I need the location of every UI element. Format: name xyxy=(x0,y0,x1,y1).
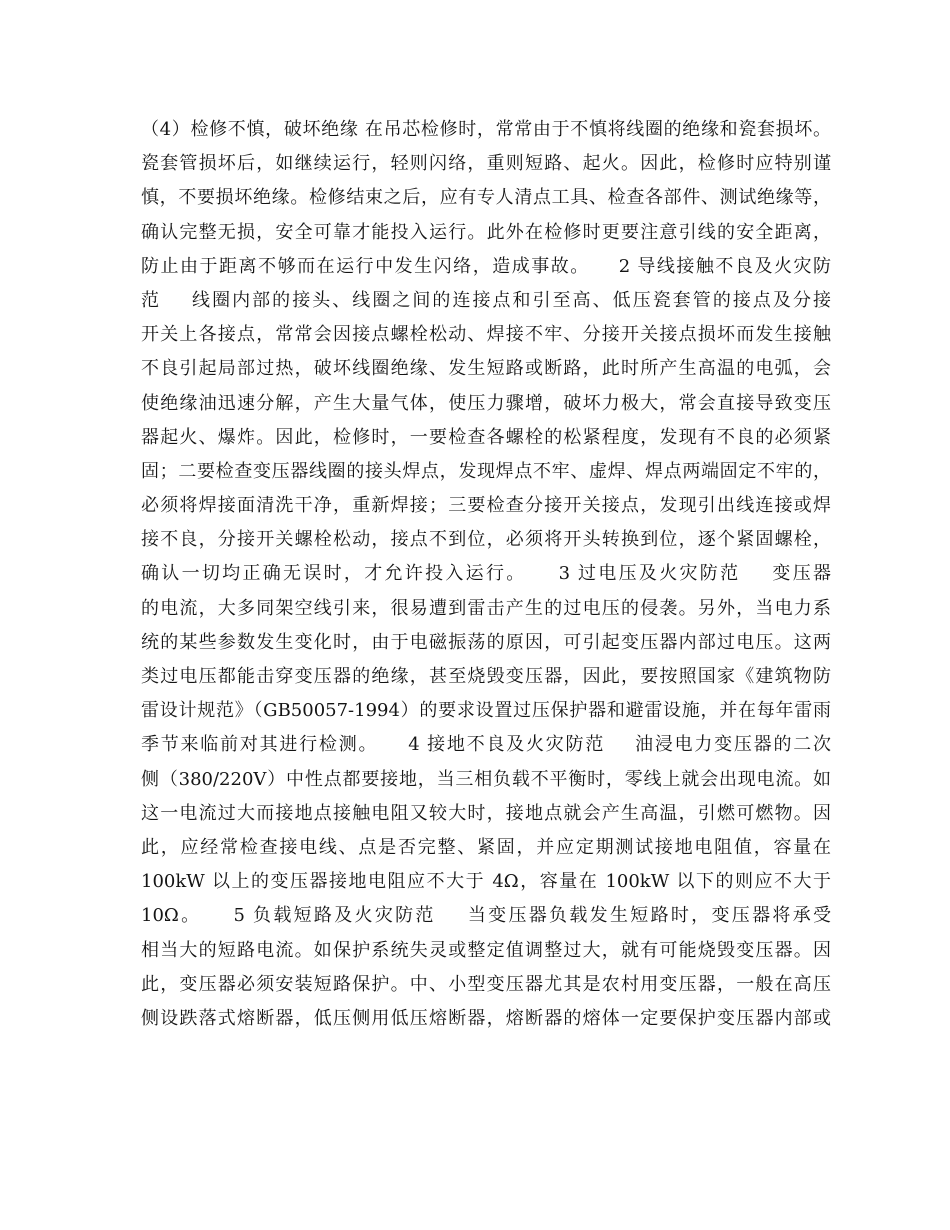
text-line: 相当大的短路电流。如保护系统失灵或整定值调整过大，就有可能烧毁变压器。因 xyxy=(141,939,831,961)
text-line: 季节来临前对其进行检测。 4 接地不良及火灾防范 油浸电力变压器的二次 xyxy=(141,734,831,756)
text-line: 范 线圈内部的接头、线圈之间的连接点和引至高、低压瓷套管的接点及分接 xyxy=(141,289,831,311)
text-line: 防止由于距离不够而在运行中发生闪络，造成事故。 2 导线接触不良及火灾防 xyxy=(141,255,831,277)
text-line: 慎，不要损坏绝缘。检修结束之后，应有专人清点工具、检查各部件、测试绝缘等， xyxy=(141,187,831,209)
text-line: （4）检修不慎，破坏绝缘 在吊芯检修时，常常由于不慎将线圈的绝缘和瓷套损坏。 xyxy=(141,119,831,140)
text-line: 雷设计规范》（GB50057-1994）的要求设置过压保护器和避雷设施，并在每年雷雨 xyxy=(141,700,831,722)
text-line: 固；二要检查变压器线圈的接头焊点，发现焊点不牢、虚焊、焊点两端固定不牢的， xyxy=(141,460,831,482)
text-line: 器起火、爆炸。因此，检修时，一要检查各螺栓的松紧程度，发现有不良的必须紧 xyxy=(141,426,831,448)
text-line: 瓷套管损坏后，如继续运行，轻则闪络，重则短路、起火。因此，检修时应特别谨 xyxy=(141,153,831,175)
text-line: 必须将焊接面清洗干净，重新焊接；三要检查分接开关接点，发现引出线连接或焊 xyxy=(141,495,831,517)
text-line: 10Ω。 5 负载短路及火灾防范 当变压器负载发生短路时，变压器将承受 xyxy=(141,905,831,927)
text-line: 接不良，分接开关螺栓松动，接点不到位，必须将开头转换到位，逐个紧固螺栓， xyxy=(141,529,831,551)
text-line: 侧（380/220V）中性点都要接地，当三相负载不平衡时，零线上就会出现电流。如 xyxy=(141,768,831,790)
text-line: 这一电流过大而接地点接触电阻又较大时，接地点就会产生高温，引燃可燃物。因 xyxy=(141,802,831,824)
text-line: 的电流，大多同架空线引来，很易遭到雷击产生的过电压的侵袭。另外，当电力系 xyxy=(141,597,831,619)
text-line: 使绝缘油迅速分解，产生大量气体，使压力骤增，破坏力极大，常会直接导致变压 xyxy=(141,392,831,414)
text-line: 统的某些参数发生变化时，由于电磁振荡的原因，可引起变压器内部过电压。这两 xyxy=(141,631,831,653)
text-line: 100kW 以上的变压器接地电阻应不大于 4Ω，容量在 100kW 以下的则应不大于 xyxy=(141,871,831,893)
text-line: 不良引起局部过热，破坏线圈绝缘、发生短路或断路，此时所产生高温的电弧，会 xyxy=(141,358,831,380)
text-line: 确认一切均正确无误时，才允许投入运行。 3 过电压及火灾防范 变压器 xyxy=(141,563,831,585)
text-line: 确认完整无损，安全可靠才能投入运行。此外在检修时更要注意引线的安全距离， xyxy=(141,221,831,243)
text-line: 开关上各接点，常常会因接点螺栓松动、焊接不牢、分接开关接点损坏而发生接触 xyxy=(141,324,831,346)
text-line: 类过电压都能击穿变压器的绝缘，甚至烧毁变压器，因此，要按照国家《建筑物防 xyxy=(141,666,831,687)
text-line: 此，变压器必须安装短路保护。中、小型变压器尤其是农村用变压器，一般在高压 xyxy=(141,973,831,995)
body-text xyxy=(141,113,831,1036)
text-line: 此，应经常检查接电线、点是否完整、紧固，并应定期测试接地电阻值，容量在 xyxy=(141,836,831,858)
text-line: 侧设跌落式熔断器，低压侧用低压熔断器，熔断器的熔体一定要保护变压器内部或 xyxy=(141,1007,831,1029)
